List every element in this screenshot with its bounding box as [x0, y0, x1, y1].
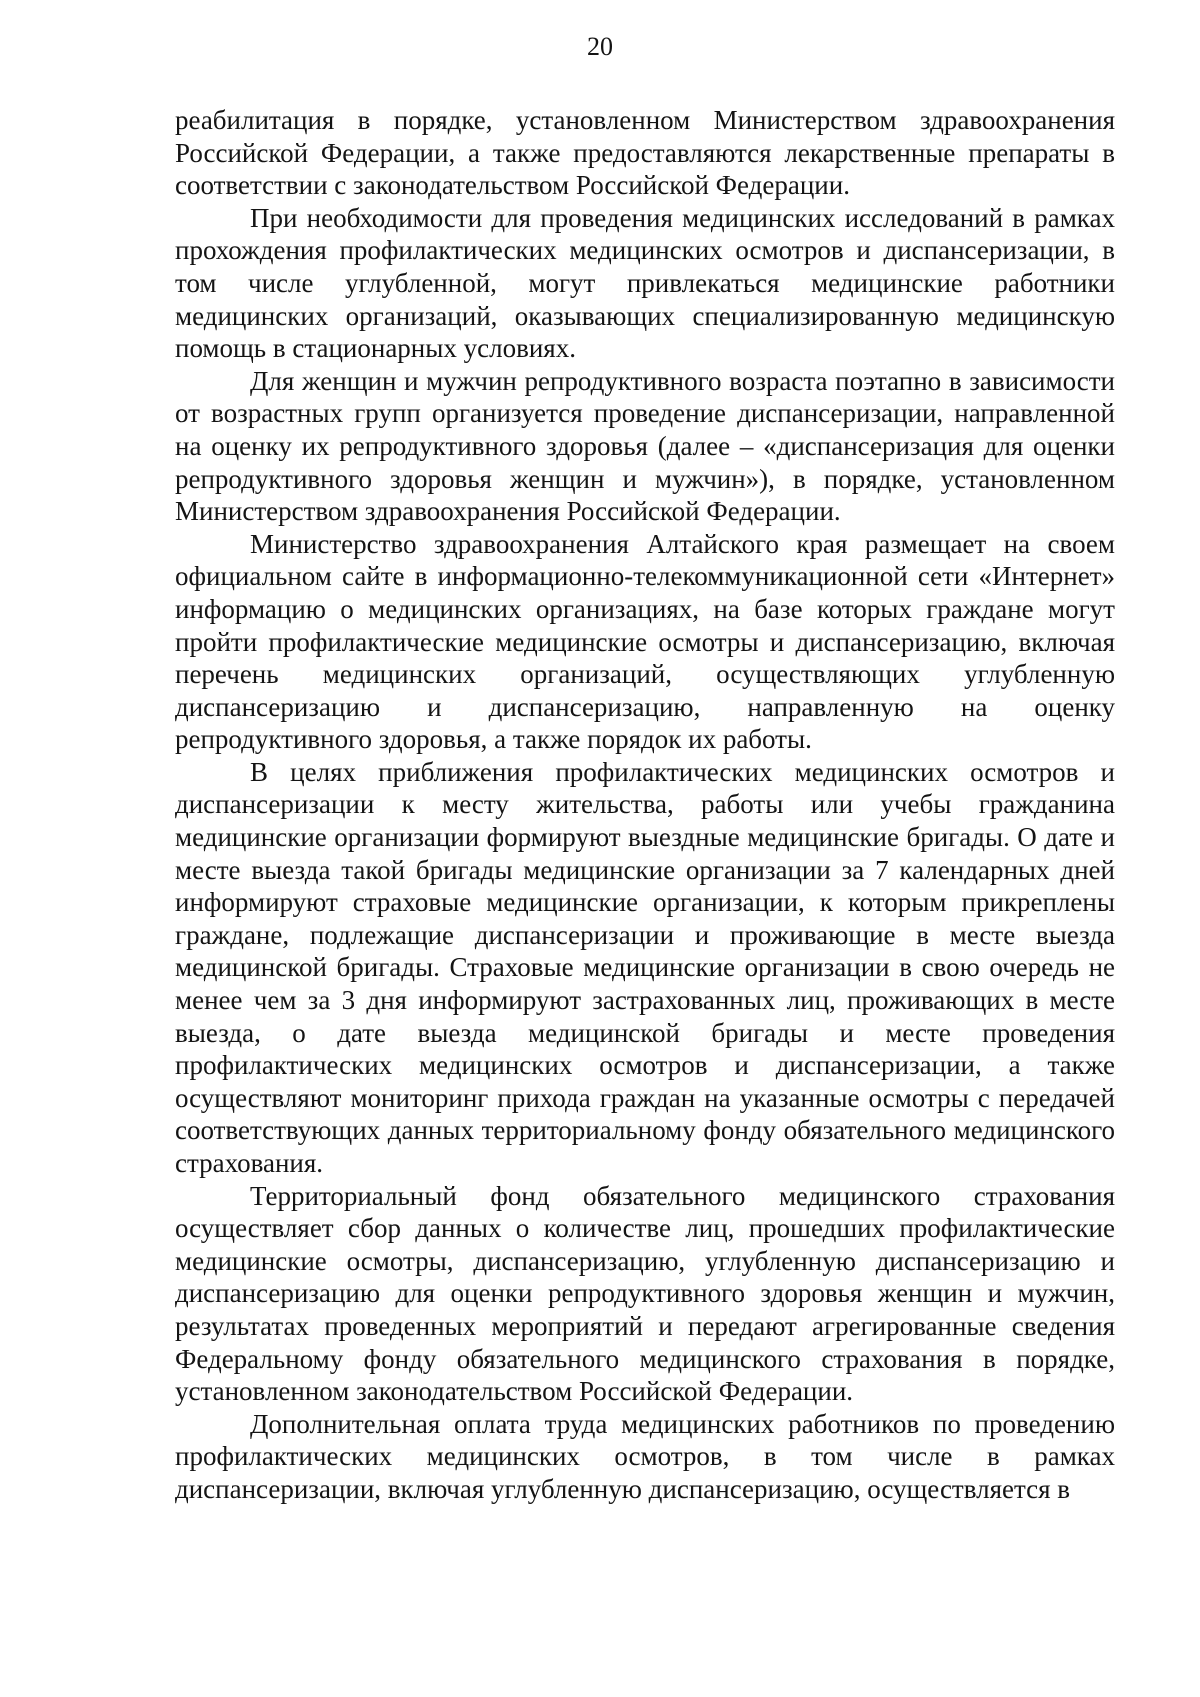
paragraph-mobile-medical-teams: В целях приближения профилактических медицинских осмотров и диспансеризации к месту жительства, работы или учебы гражданина медицинские организации формируют выездные медицинские бригады. О дате и месте выезда такой бригады медицинские организации за 7 календарных дней информируют страховые медицинские организации, к которым прикреплены граждане, подлежащие диспансеризации и проживающие в месте выезда медицинской бригады. Страховые медицинские организации в свою очередь не менее чем за 3 дня информируют застрахованных лиц, проживающих в месте выезда, о дате выезда медицинской бригады и месте проведения профилактических медицинских осмотров и диспансеризации, а также осуществляют мониторинг прихода граждан на указанные осмотры с передачей соответствующих данных территориальному фонду обязательного медицинского страхования. — [175, 756, 1115, 1178]
paragraph-continuation: реабилитация в порядке, установленном Министерством здравоохранения Российской Федерации, а также предоставляются лекарственные препараты в соответствии с законодательством Российской Федерации. — [175, 105, 1115, 201]
document-body — [175, 104, 1115, 1506]
paragraph-ministry-website-info: Министерство здравоохранения Алтайского края размещает на своем официальном сайте в информационно-телекоммуникационной сети «Интернет» информацию о медицинских организациях, на базе которых граждане могут пройти профилактические медицинские осмотры и диспансеризацию, включая перечень медицинских организаций, осуществляющих углубленную диспансеризацию и диспансеризацию, направленную на оценку репродуктивного здоровья, а также порядок их работы. — [175, 528, 1115, 755]
paragraph-territorial-fund-data: Территориальный фонд обязательного медицинского страхования осуществляет сбор данных о количестве лиц, прошедших профилактические медицинские осмотры, диспансеризацию, углубленную диспансеризацию и диспансеризацию для оценки репродуктивного здоровья женщин и мужчин, результатах проведенных мероприятий и передают агрегированные сведения Федеральному фонду обязательного медицинского страхования в порядке, установленном законодательством Российской Федерации. — [175, 1180, 1115, 1407]
paragraph-medical-staff-involvement: При необходимости для проведения медицинских исследований в рамках прохождения профилактических медицинских осмотров и диспансеризации, в том числе углубленной, могут привлекаться медицинские работники медицинских организаций, оказывающих специализированную медицинскую помощь в стационарных условиях. — [175, 202, 1115, 364]
paragraph-reproductive-health-screening: Для женщин и мужчин репродуктивного возраста поэтапно в зависимости от возрастных групп организуется проведение диспансеризации, направленной на оценку их репродуктивного здоровья (далее – «диспансеризация для оценки репродуктивного здоровья женщин и мужчин»), в порядке, установленном Министерством здравоохранения Российской Федерации. — [175, 365, 1115, 527]
page-number: 20 — [587, 32, 613, 61]
paragraph-additional-pay: Дополнительная оплата труда медицинских работников по проведению профилактических медицинских осмотров, в том числе в рамках диспансеризации, включая углубленную диспансеризацию, осуществляется в — [175, 1408, 1115, 1504]
